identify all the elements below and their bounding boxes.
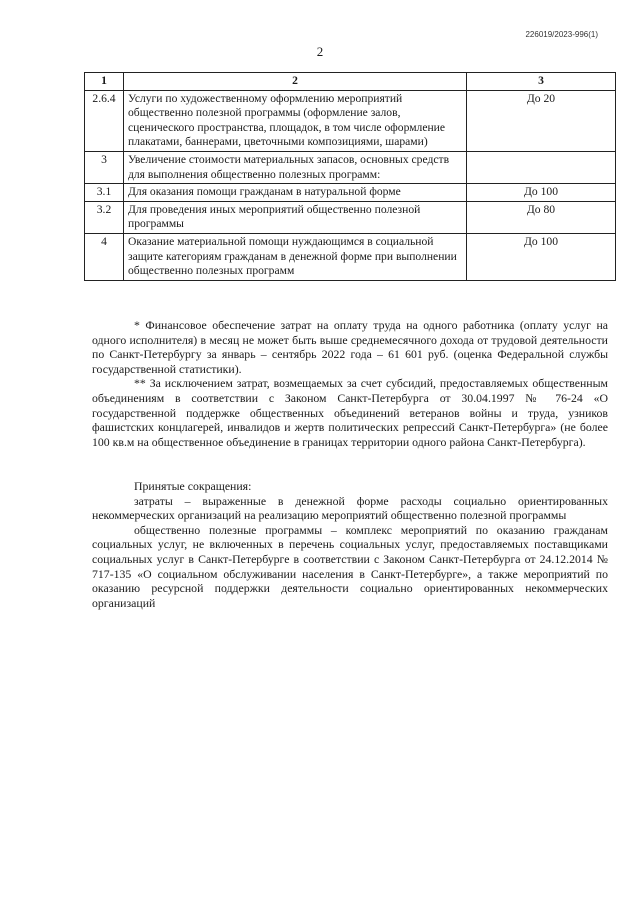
row-number: 3 <box>85 151 124 183</box>
table-row <box>85 151 616 183</box>
abbreviation-item-2: общественно полезные программы – комплекс мероприятий по оказанию гражданам социальных услуг, не включенных в перечень социальных услуг, предоставляемых поставщиками социальных услуг в Санкт-Петербурге в соответствии с Законом Санкт-Петербурга от 24.12.2014 № 717-135 «О социальном обслуживании населения в Санкт-Петербурге», а также мероприятий по оказанию ресурсной поддержки деятельности социально ориентированных некоммерческих организаций <box>92 522 608 610</box>
row-description: Оказание материальной помощи нуждающимся в социальной защите категориям гражданам в денежной форме при выполнении общественно полезных программ <box>124 233 467 280</box>
table-row <box>85 201 616 233</box>
footnote-2: ** За исключением затрат, возмещаемых за счет субсидий, предоставляемых общественным объединениям в соответствии с Законом Санкт-Петербурга от 30.04.1997 № 76-24 «О государственной поддержке общественных объединений ветеранов войны и труда, узников фашистских концлагерей, инвалидов и жертв политических репрессий Санкт-Петербурга» (не более 100 кв.м на общественное объединение в границах территории одного района Санкт-Петербурга). <box>92 376 608 449</box>
table-row <box>85 233 616 280</box>
row-number: 3.1 <box>85 184 124 202</box>
table-row <box>85 184 616 202</box>
column-header: 1 <box>85 73 124 91</box>
column-header: 2 <box>124 73 467 91</box>
row-value: До 100 <box>467 233 616 280</box>
row-value <box>467 151 616 183</box>
abbreviation-item-1: затраты – выраженные в денежной форме расходы социально ориентированных некоммерческих организаций на реализацию мероприятий общественно полезной программы <box>92 493 608 523</box>
row-number: 4 <box>85 233 124 280</box>
row-description: Для оказания помощи гражданам в натуральной форме <box>124 184 467 202</box>
page-number: 2 <box>316 44 324 59</box>
row-description: Услуги по художественному оформлению мероприятий общественно полезной программы (оформление залов, сценического пространства, площадок, в том числе оформление плакатами, баннерами, цветочными композициями, шарами) <box>124 90 467 151</box>
footnote-1: * Финансовое обеспечение затрат на оплату труда на одного работника (оплату услуг на одного исполнителя) в месяц не может быть выше среднемесячного дохода от трудовой деятельности по Санкт-Петербургу за январь – сентябрь 2022 года – 61 601 руб. (оценка Федеральной службы государственной статистики). <box>92 318 608 376</box>
row-value: До 80 <box>467 201 616 233</box>
table-row <box>85 90 616 151</box>
row-number: 2.6.4 <box>85 90 124 151</box>
expenses-table <box>84 72 616 281</box>
row-description: Увеличение стоимости материальных запасов, основных средств для выполнения общественно полезных программ: <box>124 151 467 183</box>
abbreviations <box>92 479 608 610</box>
document-id: 226019/2023-996(1) <box>525 30 598 39</box>
row-value: До 20 <box>467 90 616 151</box>
row-number: 3.2 <box>85 201 124 233</box>
table-header-row <box>85 73 616 91</box>
abbreviations-title: Принятые сокращения: <box>134 479 252 493</box>
row-description: Для проведения иных мероприятий общественно полезной программы <box>124 201 467 233</box>
row-value: До 100 <box>467 184 616 202</box>
column-header: 3 <box>467 73 616 91</box>
footnotes <box>92 318 608 449</box>
